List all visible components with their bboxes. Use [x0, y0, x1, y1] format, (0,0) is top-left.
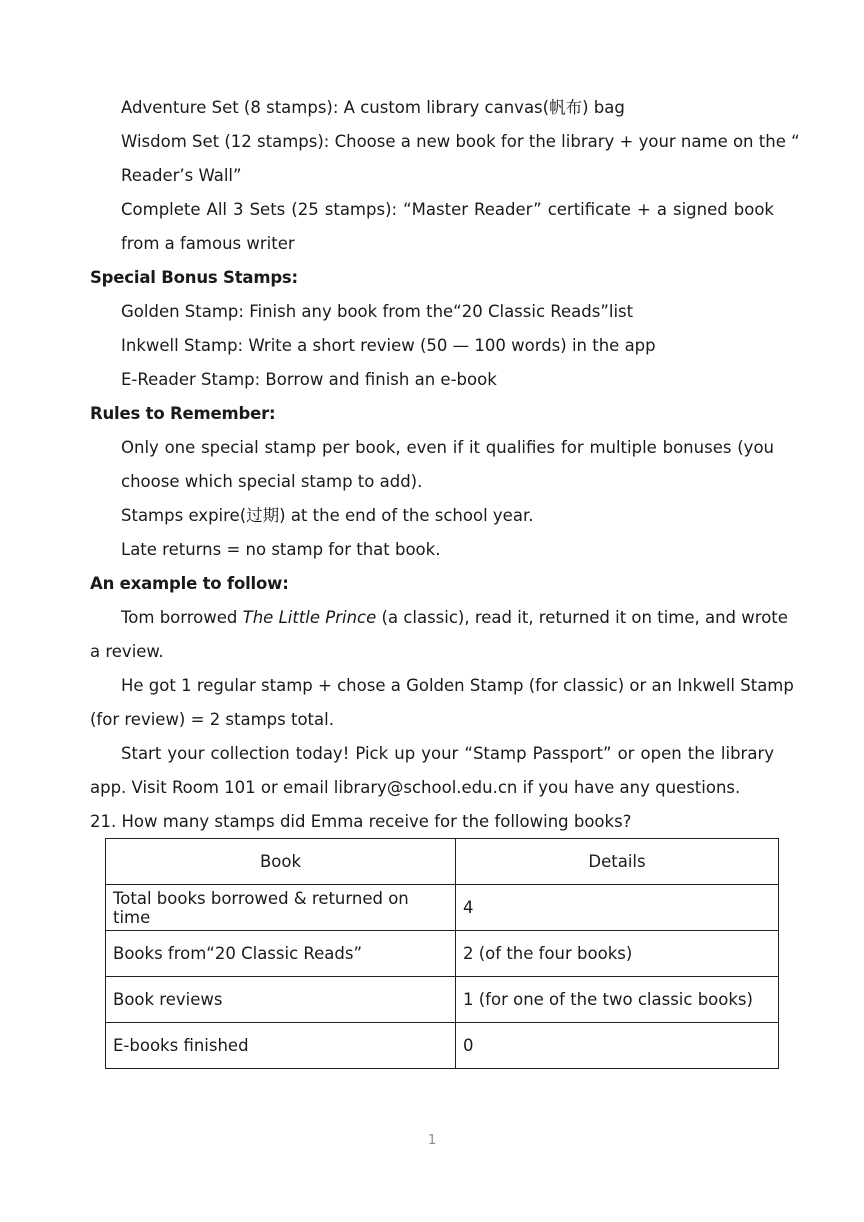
example-heading: An example to follow:	[90, 574, 289, 593]
bonus-golden: Golden Stamp: Finish any book from the“20 Classic Reads”list	[121, 302, 634, 321]
table-cell-details: 1 (for one of the two classic books)	[456, 977, 779, 1023]
bonus-inkwell: Inkwell Stamp: Write a short review (50 — 100 words) in the app	[121, 336, 656, 355]
reward-adventure: Adventure Set (8 stamps): A custom library canvas(帆布) bag	[121, 98, 625, 117]
table-cell-book: Books from“20 Classic Reads”	[106, 931, 456, 977]
example-p2-line2: (for review) = 2 stamps total.	[90, 710, 334, 729]
table-cell-book: Total books borrowed & returned on time	[106, 885, 456, 931]
example-p2-line1: He got 1 regular stamp + chose a Golden Stamp (for classic) or an Inkwell Stamp	[121, 676, 794, 695]
rule-late: Late returns = no stamp for that book.	[121, 540, 441, 559]
table-header-book: Book	[106, 839, 456, 885]
page-number: 1	[427, 1133, 437, 1148]
document-body	[90, 91, 800, 839]
table-row	[106, 931, 779, 977]
example-p3-line2: app. Visit Room 101 or email library@school.edu.cn if you have any questions.	[90, 778, 741, 797]
rules-heading: Rules to Remember:	[90, 404, 276, 423]
bonus-ereader: E-Reader Stamp: Borrow and finish an e-book	[121, 370, 497, 389]
table-cell-book: Book reviews	[106, 977, 456, 1023]
rule-one-line1: Only one special stamp per book, even if it qualifies for multiple bonuses (you	[121, 438, 774, 457]
table-row	[106, 885, 779, 931]
rule-expire: Stamps expire(过期) at the end of the school year.	[121, 506, 534, 525]
table-header-row	[106, 839, 779, 885]
reward-complete-line1: Complete All 3 Sets (25 stamps): “Master Reader” certificate + a signed book	[121, 200, 774, 219]
table-header-details: Details	[456, 839, 779, 885]
reward-complete-line2: from a famous writer	[121, 234, 295, 253]
stamps-table	[105, 838, 779, 1069]
example-p3-line1: Start your collection today! Pick up your “Stamp Passport” or open the library	[121, 744, 774, 763]
question-21: 21. How many stamps did Emma receive for the following books?	[90, 812, 632, 831]
table-row	[106, 1023, 779, 1069]
example-p1-post: (a classic), read it, returned it on time, and wrote	[376, 608, 788, 627]
table-row	[106, 977, 779, 1023]
reward-wisdom-line2: Reader’s Wall”	[121, 166, 242, 185]
table-cell-book: E-books finished	[106, 1023, 456, 1069]
example-p1-line2: a review.	[90, 642, 164, 661]
table-cell-details: 4	[456, 885, 779, 931]
table-cell-details: 0	[456, 1023, 779, 1069]
rule-one-line2: choose which special stamp to add).	[121, 472, 423, 491]
book-title: The Little Prince	[242, 608, 377, 627]
table-cell-details: 2 (of the four books)	[456, 931, 779, 977]
bonus-heading: Special Bonus Stamps:	[90, 268, 298, 287]
example-p1-pre: Tom borrowed	[121, 608, 243, 627]
reward-wisdom-line1: Wisdom Set (12 stamps): Choose a new book for the library + your name on the “	[121, 132, 800, 151]
example-p1-line1	[90, 601, 788, 635]
